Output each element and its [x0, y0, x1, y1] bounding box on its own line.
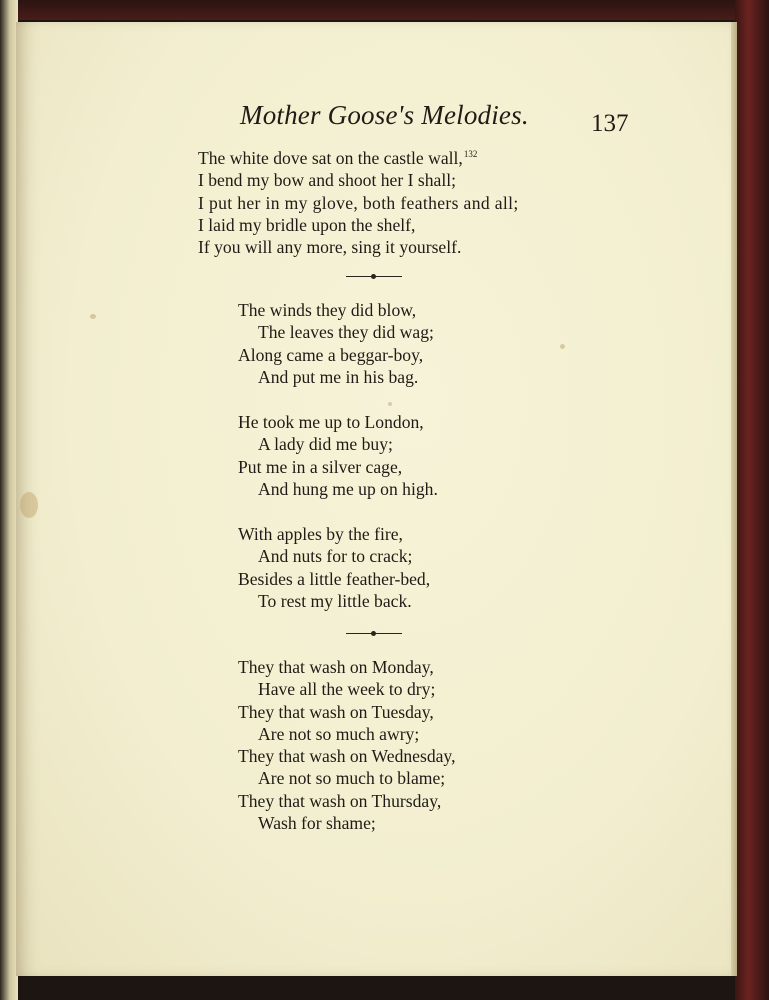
- divider-dot: [371, 274, 376, 279]
- paper-tear: [20, 492, 38, 518]
- poem-line: Wash for shame;: [258, 813, 376, 834]
- poem-line: I put her in my glove, both feathers and all;: [198, 192, 519, 213]
- poem-line: They that wash on Wednesday,: [238, 746, 456, 767]
- section-divider: [346, 276, 402, 278]
- poem-line: The winds they did blow,: [238, 300, 417, 320]
- poem-line: Along came a beggar-boy,: [238, 344, 424, 365]
- poem-line: I bend my bow and shoot her I shall;: [198, 170, 456, 191]
- page-edge: [731, 22, 737, 976]
- poem-winds-stanza-3: [238, 523, 430, 612]
- poem-line: Are not so much awry;: [258, 723, 420, 744]
- book-cover-right: [735, 0, 769, 1000]
- poem-line: And hung me up on high.: [258, 478, 438, 499]
- paper-spot: [560, 344, 565, 349]
- poem-line: Put me in a silver cage,: [238, 456, 403, 477]
- poem-line: I laid my bridle upon the shelf,: [198, 214, 416, 235]
- poem-line: They that wash on Tuesday,: [238, 701, 434, 722]
- book-cover-top: [0, 0, 769, 20]
- poem-line: To rest my little back.: [258, 590, 412, 611]
- poem-line: They that wash on Thursday,: [238, 790, 442, 811]
- divider-dot: [371, 631, 376, 636]
- section-divider: [346, 633, 402, 635]
- poem-winds-stanza-1: [238, 299, 434, 388]
- poem-white-dove: [198, 143, 519, 258]
- poem-line: And put me in his bag.: [258, 366, 419, 387]
- poem-winds-stanza-2: [238, 411, 438, 500]
- poem-line: [198, 143, 519, 169]
- paper-spot: [90, 314, 96, 319]
- poem-line: A lady did me buy;: [258, 434, 393, 455]
- poem-line: And nuts for to crack;: [258, 546, 413, 567]
- poem-line-text: The white dove sat on the castle wall,: [198, 148, 463, 168]
- poem-line: Besides a little feather-bed,: [238, 568, 431, 589]
- page-number: 137: [591, 110, 629, 137]
- poem-line: Are not so much to blame;: [258, 768, 446, 789]
- poem-line: They that wash on Monday,: [238, 657, 434, 677]
- footnote-reference: 132: [463, 149, 478, 159]
- poem-line: If you will any more, sing it yourself.: [198, 237, 462, 258]
- running-header-title: Mother Goose's Melodies.: [240, 100, 529, 130]
- poem-line: Have all the week to dry;: [258, 679, 436, 700]
- poem-wash: [238, 656, 455, 834]
- paper-spot: [388, 402, 392, 406]
- poem-line: The leaves they did wag;: [258, 322, 434, 343]
- poem-line: He took me up to London,: [238, 412, 424, 432]
- poem-line: With apples by the fire,: [238, 524, 403, 544]
